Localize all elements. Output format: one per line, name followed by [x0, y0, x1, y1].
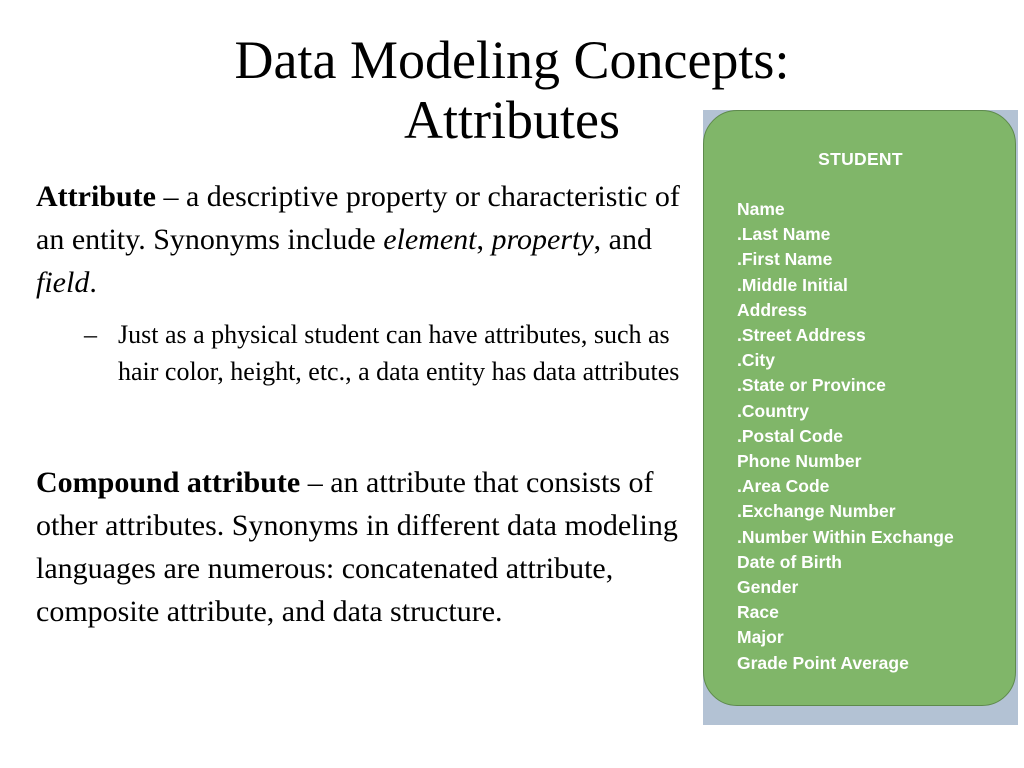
sub-bullet [84, 316, 688, 390]
attribute-item: .Exchange Number [737, 501, 896, 522]
attribute-item: Major [737, 627, 784, 648]
attribute-end: . [89, 266, 97, 299]
dash-bullet: – [84, 320, 97, 349]
attribute-definition: – a descriptive property or characteristic of an entity. Synonyms include [36, 180, 680, 256]
title-line-1: Data Modeling Concepts: [234, 30, 790, 90]
attribute-item: .Middle Initial [737, 274, 848, 295]
synonym-separator-2: , and [593, 223, 652, 256]
synonym-element: element [383, 223, 477, 256]
attribute-item: Phone Number [737, 451, 862, 472]
attribute-item: .Country [737, 400, 809, 421]
attribute-item: Gender [737, 577, 799, 598]
synonym-field: field [36, 266, 90, 299]
attribute-item: .First Name [737, 249, 833, 270]
compound-definition: – an attribute that consists of other attributes. Synonyms in different data modeling languages are numerous: concatenated attribute, composite attribute, and data structure. [36, 466, 678, 628]
attribute-item: .Number Within Exchange [737, 526, 954, 547]
attribute-item: Grade Point Average [737, 652, 909, 673]
attribute-item: .Street Address [737, 325, 866, 346]
compound-term: Compound attribute [36, 466, 301, 499]
entity-name: STUDENT [818, 149, 903, 169]
attribute-item: .Postal Code [737, 425, 843, 446]
attribute-paragraph [36, 175, 696, 304]
student-entity-card [703, 110, 1016, 706]
compound-paragraph [36, 461, 696, 633]
title-line-2: Attributes [404, 90, 620, 150]
attribute-item: Address [737, 299, 808, 320]
attribute-item: Race [737, 602, 779, 623]
attribute-item: .City [737, 350, 775, 371]
attribute-item: Date of Birth [737, 551, 842, 572]
attribute-item: .State or Province [737, 375, 886, 396]
attribute-term: Attribute [36, 180, 156, 213]
attribute-item: .Area Code [737, 476, 830, 497]
synonym-separator-1: , [476, 223, 492, 256]
synonym-property: property [491, 223, 594, 256]
slide-body [36, 175, 696, 633]
attribute-item: .Last Name [737, 224, 831, 245]
sub-bullet-text: Just as a physical student can have attributes, such as hair color, height, etc., a data entity has data attributes [118, 320, 680, 386]
attribute-item: Name [737, 199, 785, 219]
attribute-list [737, 197, 954, 676]
